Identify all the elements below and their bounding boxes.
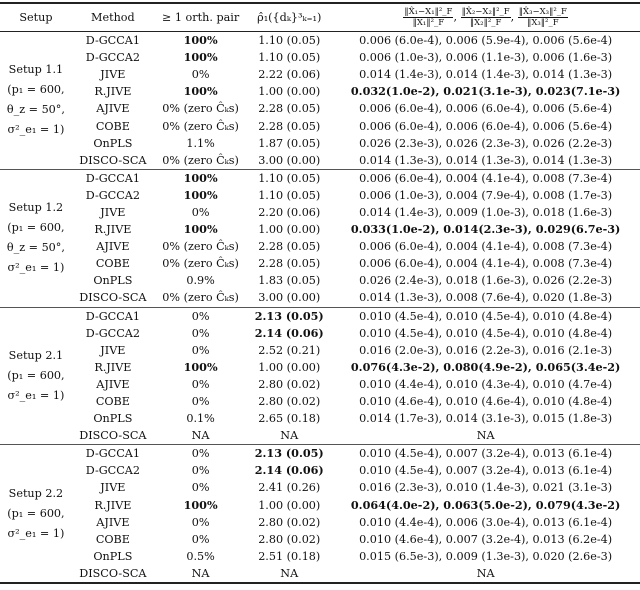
rho-cell: 2.80 (0.02) [258,515,321,529]
rho-cell: 1.10 (0.05) [258,171,321,185]
setup-line: Setup 2.2 [8,486,64,500]
method-cell: R.JIVE [94,223,132,237]
setup-block [0,307,640,445]
setup-line: Setup 1.2 [8,201,64,215]
rho-cell: 3.00 (0.00) [258,153,321,167]
rho-cell: 2.41 (0.26) [258,481,321,495]
error-cell: 0.010 (4.6e-4), 0.010 (4.6e-4), 0.010 (4.8e-4) [359,395,613,409]
method-cell: D-GCCA2 [85,326,140,340]
setup-line: (p₁ = 600, [7,368,65,382]
method-cell: D-GCCA1 [85,34,140,48]
setup-cell [0,169,72,307]
error-cell: 0.006 (1.0e-3), 0.004 (7.9e-4), 0.008 (1.7e-3) [359,188,613,202]
error-cell: 0.006 (6.0e-4), 0.004 (4.1e-4), 0.008 (7.3e-4) [359,171,613,185]
setup-block [0,169,640,307]
error-cell: 0.014 (1.7e-3), 0.014 (3.1e-3), 0.015 (1.8e-3) [359,412,613,426]
rho-cell: 2.20 (0.06) [258,205,321,219]
rho-cell: 2.28 (0.05) [258,119,321,133]
error-cell: NA [476,429,495,443]
orth-pair-cell: 0% [191,464,210,478]
error-cell: 0.006 (6.0e-4), 0.004 (4.1e-4), 0.008 (7.3e-4) [359,257,613,271]
error-cell: 0.033(1.0e-2), 0.014(2.3e-3), 0.029(6.7e-3) [350,222,621,237]
orth-pair-cell: 0% (zero Ĉₖs) [162,119,239,133]
rho-cell: 1.10 (0.05) [258,51,321,65]
setup-line: σ²_e₁ = 1) [7,526,65,540]
orth-pair-cell: 0% (zero Ĉₖs) [162,240,239,254]
error-cell: 0.014 (1.4e-3), 0.009 (1.0e-3), 0.018 (1.6e-3) [359,205,613,219]
error-cell: 0.006 (1.0e-3), 0.006 (1.1e-3), 0.006 (1.6e-3) [359,51,613,65]
method-cell: D-GCCA1 [85,447,140,461]
fraction-numerator: ‖X̂₃−X₃‖²_F [518,7,567,17]
orth-pair-cell: 0% [191,532,210,546]
rho-cell: 2.28 (0.05) [258,102,321,116]
rho-cell: 2.22 (0.06) [258,68,321,82]
error-cell: 0.010 (4.5e-4), 0.007 (3.2e-4), 0.013 (6.1e-4) [359,447,613,461]
orth-pair-cell: 100% [183,187,218,202]
rho-cell: 2.80 (0.02) [258,532,321,546]
method-cell: COBE [95,532,130,546]
table-row [0,445,640,463]
table-row [0,289,640,307]
rho-cell: 1.00 (0.00) [258,360,321,374]
error-cell: 0.016 (2.0e-3), 0.016 (2.2e-3), 0.016 (2.1e-3) [359,343,613,357]
error-cell: NA [476,566,495,580]
setup-cell [0,32,72,170]
table-row [0,238,640,255]
orth-pair-cell: 100% [183,359,218,374]
error-cell: 0.014 (1.3e-3), 0.014 (1.3e-3), 0.014 (1.3e-3) [359,153,613,167]
method-cell: DISCO-SCA [79,291,147,305]
rho-cell: 2.80 (0.02) [258,377,321,391]
setup-cell [0,445,72,583]
rho-cell: 2.14 (0.06) [254,463,324,478]
method-cell: JIVE [100,481,126,495]
method-cell: DISCO-SCA [79,429,147,443]
error-cell: 0.064(4.0e-2), 0.063(5.0e-2), 0.079(4.3e-2) [350,497,621,512]
method-cell: R.JIVE [94,498,132,512]
setup-line: Setup 2.1 [8,348,64,362]
orth-pair-cell: 0% [191,481,210,495]
setup-cell [0,307,72,445]
table-row [0,531,640,548]
orth-pair-cell: 100% [183,497,218,512]
table-row [0,32,640,50]
rho-cell: 1.10 (0.05) [258,34,321,48]
error-cell: 0.006 (6.0e-4), 0.006 (6.0e-4), 0.006 (5.6e-4) [359,102,613,116]
header-error: $\frac{\text{‖X̂₁−X₁‖²\_F}}{\text{‖X₁‖²\_F}}$ , $\frac{\text{‖X̂₂−X₂‖²\_F}}{\text{‖X₂‖²\_F}}$ , $\frac{\text{‖X̂₃−X₃‖²\_F}}{\text{‖X₃‖²\_F}}$ [331,3,640,32]
method-cell: COBE [95,257,130,271]
error-cell: 0.010 (4.4e-4), 0.010 (4.3e-4), 0.010 (4.7e-4) [359,377,613,391]
rho-cell: NA [280,429,299,443]
orth-pair-cell: 0% (zero Ĉₖs) [162,291,239,305]
rho-cell: 2.28 (0.05) [258,240,321,254]
method-cell: D-GCCA2 [85,188,140,202]
error-cell: 0.076(4.3e-2), 0.080(4.9e-2), 0.065(3.4e-2) [350,359,621,374]
method-cell: D-GCCA2 [85,464,140,478]
setup-line: σ²_e₁ = 1) [7,261,65,275]
results-table [0,2,640,584]
error-cell: 0.014 (1.4e-3), 0.014 (1.4e-3), 0.014 (1.3e-3) [359,68,613,82]
orth-pair-cell: 0% [191,395,210,409]
table-row [0,272,640,289]
fraction-denominator: ‖X₁‖²_F [412,18,445,28]
table-row [0,325,640,342]
rho-cell: 2.28 (0.05) [258,257,321,271]
orth-pair-cell: NA [191,429,210,443]
table-row [0,49,640,66]
method-cell: COBE [95,119,130,133]
table-header [0,3,640,32]
setup-line: (p₁ = 600, [7,83,65,97]
setup-line: (p₁ = 600, [7,221,65,235]
orth-pair-cell: 100% [183,170,218,185]
rho-cell: 1.10 (0.05) [258,188,321,202]
method-cell: OnPLS [93,549,133,563]
error-cell: 0.010 (4.5e-4), 0.010 (4.5e-4), 0.010 (4.8e-4) [359,326,613,340]
header-rho: ρ̂₁({dₖ}³ₖ₌₁) [247,3,331,32]
rho-cell: 1.87 (0.05) [258,136,321,150]
error-cell: 0.015 (6.5e-3), 0.009 (1.3e-3), 0.020 (2.6e-3) [359,549,613,563]
error-cell: 0.032(1.0e-2), 0.021(3.1e-3), 0.023(7.1e-3) [350,84,621,99]
orth-pair-cell: 0% [191,68,210,82]
method-cell: OnPLS [93,136,133,150]
table-row [0,359,640,376]
table-row [0,117,640,134]
table-row [0,83,640,100]
orth-pair-cell: 100% [183,222,218,237]
orth-pair-cell: 0.1% [186,412,215,426]
method-cell: COBE [95,395,130,409]
orth-pair-cell: 0.5% [186,549,215,563]
table-row [0,376,640,393]
table-row [0,479,640,496]
rho-cell: 2.52 (0.21) [258,343,321,357]
orth-pair-cell: 0% [191,309,210,323]
method-cell: DISCO-SCA [79,153,147,167]
table-row [0,100,640,117]
table-row [0,462,640,479]
table-row [0,393,640,410]
fraction-numerator: ‖X̂₁−X₁‖²_F [404,7,453,17]
orth-pair-cell: 100% [183,50,218,65]
error-cell: 0.010 (4.5e-4), 0.010 (4.5e-4), 0.010 (4.8e-4) [359,309,613,323]
method-cell: R.JIVE [94,85,132,99]
table-row [0,427,640,445]
table-row [0,169,640,187]
fraction-denominator: ‖X₃‖²_F [527,18,559,28]
table-row [0,342,640,359]
orth-pair-cell: 100% [183,84,218,99]
orth-pair-cell: 0% (zero Ĉₖs) [162,153,239,167]
rho-cell: 2.51 (0.18) [258,549,321,563]
fraction-denominator: ‖X₂‖²_F [469,18,502,28]
table-row [0,66,640,83]
rho-cell: 3.00 (0.00) [258,291,321,305]
error-cell: 0.006 (6.0e-4), 0.006 (5.9e-4), 0.006 (5.6e-4) [359,34,613,48]
header-setup: Setup [0,3,72,32]
orth-pair-cell: 0% [191,515,210,529]
orth-pair-cell: 1.1% [186,136,215,150]
orth-pair-cell: 0% [191,447,210,461]
error-cell: 0.006 (6.0e-4), 0.006 (6.0e-4), 0.006 (5.6e-4) [359,119,613,133]
error-fraction [403,7,453,28]
method-cell: D-GCCA2 [85,51,140,65]
rho-cell: 2.13 (0.05) [254,446,324,461]
method-cell: JIVE [100,343,126,357]
rho-cell: 2.65 (0.18) [258,412,321,426]
error-cell: 0.026 (2.4e-3), 0.018 (1.6e-3), 0.026 (2.2e-3) [359,274,613,288]
error-cell: 0.026 (2.3e-3), 0.026 (2.3e-3), 0.026 (2.2e-3) [359,136,613,150]
table-row [0,514,640,531]
error-cell: 0.010 (4.5e-4), 0.007 (3.2e-4), 0.013 (6.1e-4) [359,464,613,478]
table-row [0,204,640,221]
method-cell: D-GCCA1 [85,171,140,185]
method-cell: DISCO-SCA [79,566,147,580]
rho-cell: 2.14 (0.06) [254,325,324,340]
table-row [0,255,640,272]
setup-line: θ_z = 50°, [6,103,65,117]
table-row [0,221,640,238]
setup-block [0,445,640,583]
orth-pair-cell: 0% [191,343,210,357]
method-cell: D-GCCA1 [85,309,140,323]
error-fraction [461,7,511,28]
rho-cell: 2.13 (0.05) [254,308,324,323]
setup-line: Setup 1.1 [8,63,64,77]
error-cell: 0.010 (4.4e-4), 0.006 (3.0e-4), 0.013 (6.1e-4) [359,515,613,529]
orth-pair-cell: 0% (zero Ĉₖs) [162,102,239,116]
rho-cell: 1.00 (0.00) [258,498,321,512]
method-cell: AJIVE [96,240,130,254]
setup-line: σ²_e₁ = 1) [7,388,65,402]
rho-cell: 1.00 (0.00) [258,223,321,237]
header-method: Method [72,3,154,32]
error-fraction [518,7,568,28]
setup-block [0,32,640,170]
fraction-numerator: ‖X̂₂−X₂‖²_F [461,7,510,17]
table-row [0,152,640,170]
orth-pair-cell: NA [191,566,210,580]
table-row [0,307,640,325]
setup-line: θ_z = 50°, [6,241,65,255]
method-cell: AJIVE [96,377,130,391]
method-cell: OnPLS [93,274,133,288]
method-cell: JIVE [100,68,126,82]
error-cell: 0.016 (2.3e-3), 0.010 (1.4e-3), 0.021 (3.1e-3) [359,481,613,495]
table-row [0,135,640,152]
table-row [0,548,640,565]
header-orth-pair: ≥ 1 orth. pair [154,3,247,32]
orth-pair-cell: 100% [183,33,218,48]
error-cell: 0.014 (1.3e-3), 0.008 (7.6e-4), 0.020 (1.8e-3) [359,291,613,305]
orth-pair-cell: 0% [191,326,210,340]
table-row [0,565,640,583]
rho-cell: 1.83 (0.05) [258,274,321,288]
table-row [0,497,640,514]
table-row [0,410,640,427]
orth-pair-cell: 0.9% [186,274,215,288]
method-cell: JIVE [100,205,126,219]
method-cell: OnPLS [93,412,133,426]
orth-pair-cell: 0% [191,377,210,391]
method-cell: AJIVE [96,102,130,116]
error-cell: 0.006 (6.0e-4), 0.004 (4.1e-4), 0.008 (7.3e-4) [359,240,613,254]
rho-cell: NA [280,566,299,580]
method-cell: R.JIVE [94,360,132,374]
setup-line: (p₁ = 600, [7,506,65,520]
setup-line: σ²_e₁ = 1) [7,123,65,137]
rho-cell: 1.00 (0.00) [258,85,321,99]
error-cell: 0.010 (4.6e-4), 0.007 (3.2e-4), 0.013 (6.2e-4) [359,532,613,546]
rho-cell: 2.80 (0.02) [258,395,321,409]
table-row [0,187,640,204]
method-cell: AJIVE [96,515,130,529]
orth-pair-cell: 0% (zero Ĉₖs) [162,257,239,271]
orth-pair-cell: 0% [191,205,210,219]
